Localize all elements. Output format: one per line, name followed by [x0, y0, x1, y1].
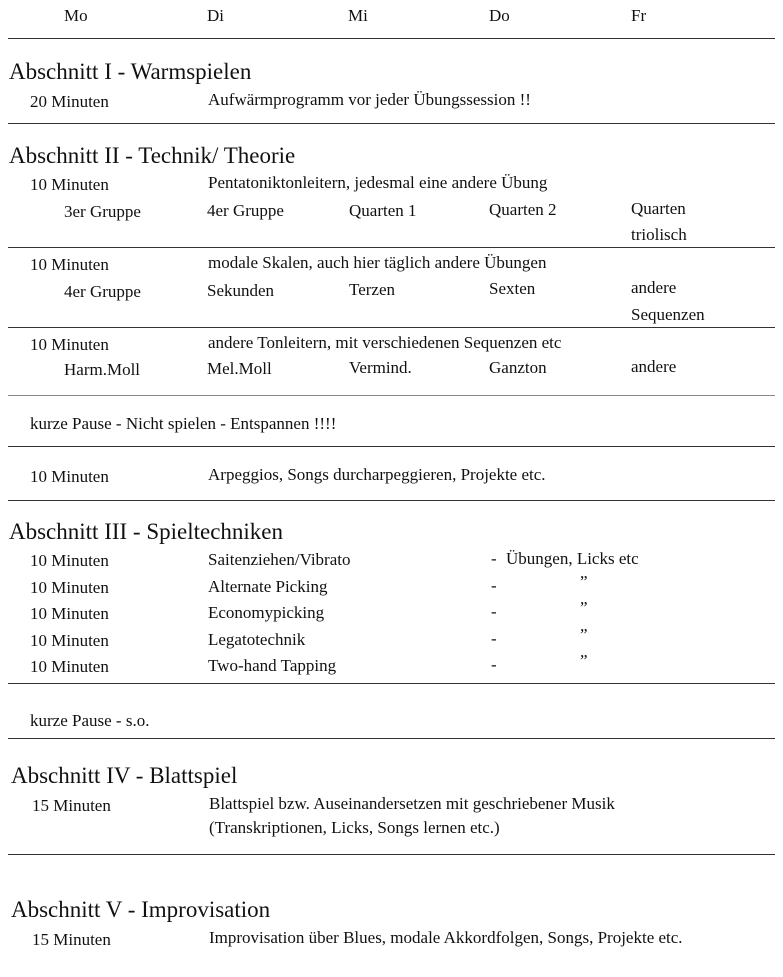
exercise-text: andere Tonleitern, mit verschiedenen Sequenzen etc [208, 333, 562, 352]
item-mi: Vermind. [349, 358, 412, 377]
day-label-di: Di [207, 6, 224, 25]
pause-note: kurze Pause - Nicht spielen - Entspannen !!!! [30, 414, 337, 433]
duration-label: 10 Minuten [30, 578, 109, 597]
day-label-mi: Mi [348, 6, 368, 25]
item-fr: andere [631, 357, 677, 376]
section-title-spieltechniken: Abschnitt III - Spieltechniken [9, 519, 284, 544]
duration-label: 20 Minuten [30, 92, 109, 111]
item-mo: 3er Gruppe [64, 202, 141, 221]
item-mo: Harm.Moll [64, 360, 141, 379]
technique-dash: - [491, 576, 497, 595]
divider [8, 446, 775, 447]
item-do: Sexten [489, 279, 536, 298]
item-fr: Quarten [631, 199, 686, 218]
divider [8, 327, 775, 328]
technique-dash: - [491, 655, 497, 674]
section-title-blattspiel: Abschnitt IV - Blattspiel [11, 763, 238, 788]
item-fr-line2: triolisch [631, 225, 687, 244]
duration-label: 10 Minuten [30, 255, 109, 274]
exercise-text: Improvisation über Blues, modale Akkordfolgen, Songs, Projekte etc. [209, 928, 683, 947]
exercise-text: modale Skalen, auch hier täglich andere Übungen [208, 253, 547, 272]
duration-label: 10 Minuten [30, 335, 109, 354]
divider [8, 500, 775, 501]
technique-name: Legatotechnik [208, 630, 306, 649]
item-do: Ganzton [489, 358, 547, 377]
divider [8, 854, 775, 855]
divider [8, 683, 775, 684]
duration-label: 10 Minuten [30, 631, 109, 650]
day-label-do: Do [489, 6, 510, 25]
item-fr-line2: Sequenzen [631, 305, 705, 324]
divider [8, 123, 775, 124]
item-mi: Terzen [349, 280, 395, 299]
exercise-text: Pentatoniktonleitern, jedesmal eine andere Übung [208, 173, 548, 192]
technique-name: Alternate Picking [208, 577, 328, 596]
ditto-mark: ” [580, 572, 588, 591]
divider [8, 395, 775, 396]
section-title-improvisation: Abschnitt V - Improvisation [11, 897, 271, 922]
day-label-mo: Mo [64, 6, 88, 25]
section-title-warmspielen: Abschnitt I - Warmspielen [9, 59, 252, 84]
exercise-text: Arpeggios, Songs durcharpeggieren, Projekte etc. [208, 465, 546, 484]
duration-label: 10 Minuten [30, 551, 109, 570]
item-mo: 4er Gruppe [64, 282, 141, 301]
duration-label: 10 Minuten [30, 467, 109, 486]
item-di: Mel.Moll [207, 359, 272, 378]
ditto-mark: ” [580, 625, 588, 644]
day-label-fr: Fr [631, 6, 647, 25]
ditto-mark: ” [580, 651, 588, 670]
divider [8, 38, 775, 39]
exercise-text-line2: (Transkriptionen, Licks, Songs lernen etc.) [209, 818, 500, 837]
divider [8, 738, 775, 739]
technique-name: Economypicking [208, 603, 325, 622]
duration-label: 10 Minuten [30, 175, 109, 194]
item-mi: Quarten 1 [349, 201, 417, 220]
technique-note: Übungen, Licks etc [506, 549, 639, 568]
technique-dash: - [491, 602, 497, 621]
duration-label: 15 Minuten [32, 930, 111, 949]
exercise-text: Aufwärmprogramm vor jeder Übungssession !! [208, 90, 531, 109]
divider [8, 247, 775, 248]
pause-note: kurze Pause - s.o. [30, 711, 150, 730]
section-title-technik: Abschnitt II - Technik/ Theorie [9, 143, 296, 168]
technique-name: Two-hand Tapping [208, 656, 337, 675]
item-di: 4er Gruppe [207, 201, 284, 220]
exercise-text: Blattspiel bzw. Auseinandersetzen mit geschriebener Musik [209, 794, 615, 813]
duration-label: 10 Minuten [30, 604, 109, 623]
item-di: Sekunden [207, 281, 275, 300]
duration-label: 10 Minuten [30, 657, 109, 676]
technique-name: Saitenziehen/Vibrato [208, 550, 351, 569]
ditto-mark: ” [580, 598, 588, 617]
technique-dash: - [491, 549, 497, 568]
duration-label: 15 Minuten [32, 796, 111, 815]
item-fr: andere [631, 278, 677, 297]
item-do: Quarten 2 [489, 200, 557, 219]
technique-dash: - [491, 629, 497, 648]
